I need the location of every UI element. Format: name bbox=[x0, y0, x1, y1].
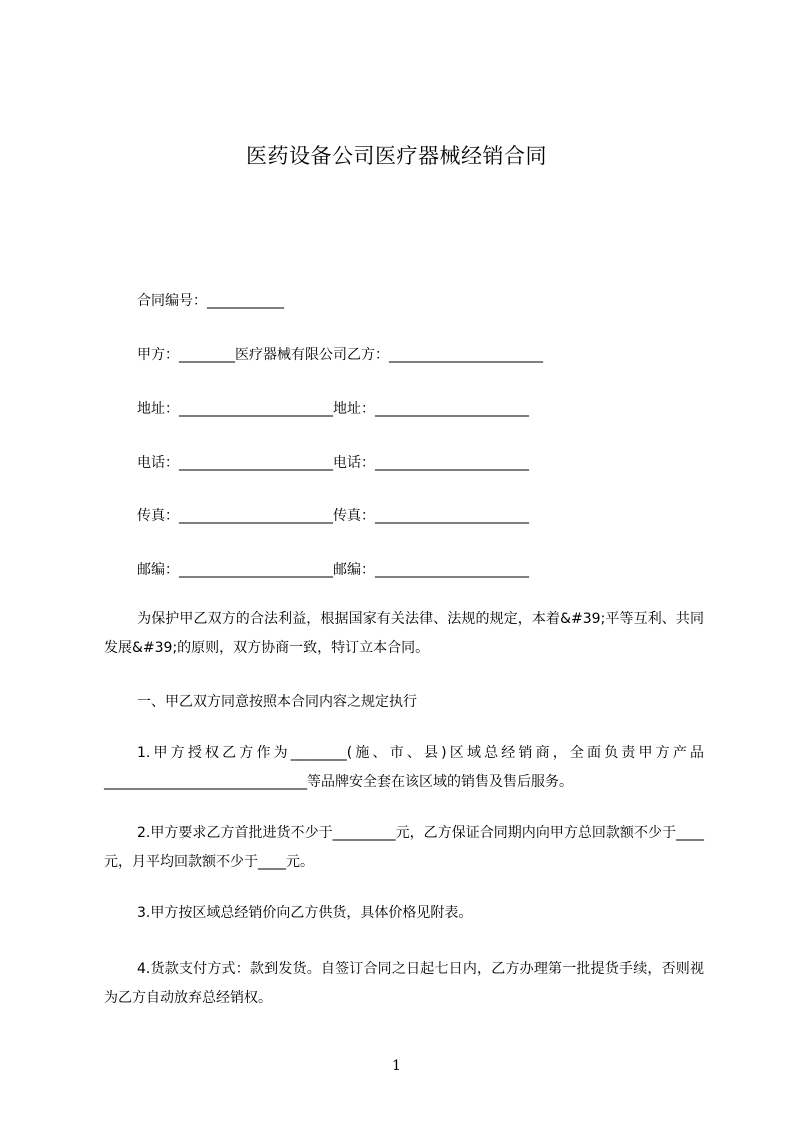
fax-line: 传真：______________________传真：______________________ bbox=[137, 508, 529, 524]
address-line: 地址：______________________地址：______________________ bbox=[137, 401, 529, 417]
intro-text: 为保护甲乙双方的合法利益，根据国家有关法律、法规的规定，本着&#39;平等互利、共同发展&#39;的原则，双方协商一致，特订立本合同。 bbox=[104, 611, 704, 656]
clause-1-1-text: 1.甲方授权乙方作为________(施、市、县)区域总经销商，全面负责甲方产品_____________________________等品牌安全套在该区域的销售及售后服务。 bbox=[104, 745, 704, 790]
phone-line: 电话：______________________电话：______________________ bbox=[137, 455, 529, 471]
clause-1-1 bbox=[104, 739, 704, 797]
clause-1-4 bbox=[104, 955, 704, 1013]
contract-number-line: 合同编号：___________ bbox=[137, 293, 284, 309]
clause-1-4-text: 4.货款支付方式：款到发货。自签订合同之日起七日内，乙方办理第一批提货手续，否则视为乙方自动放弃总经销权。 bbox=[104, 961, 704, 1006]
clause-1-2 bbox=[104, 819, 704, 877]
clause-1-3-text: 3.甲方按区域总经销价向乙方供货，具体价格见附表。 bbox=[137, 905, 473, 921]
postal-code-line: 邮编：______________________邮编：______________________ bbox=[137, 562, 529, 578]
party-line: 甲方：________医疗器械有限公司乙方：______________________ bbox=[137, 347, 543, 363]
document-title: 医药设备公司医疗器械经销合同 bbox=[246, 144, 547, 168]
intro-paragraph bbox=[104, 605, 704, 663]
page-number: 1 bbox=[392, 1058, 401, 1074]
clause-1-3 bbox=[104, 899, 704, 928]
clause-1-2-text: 2.甲方要求乙方首批进货不少于_________元，乙方保证合同期内向甲方总回款额不少于____元，月平均回款额不少于____元。 bbox=[104, 825, 704, 870]
section-1-heading: 一、甲乙双方同意按照本合同内容之规定执行 bbox=[137, 694, 417, 710]
